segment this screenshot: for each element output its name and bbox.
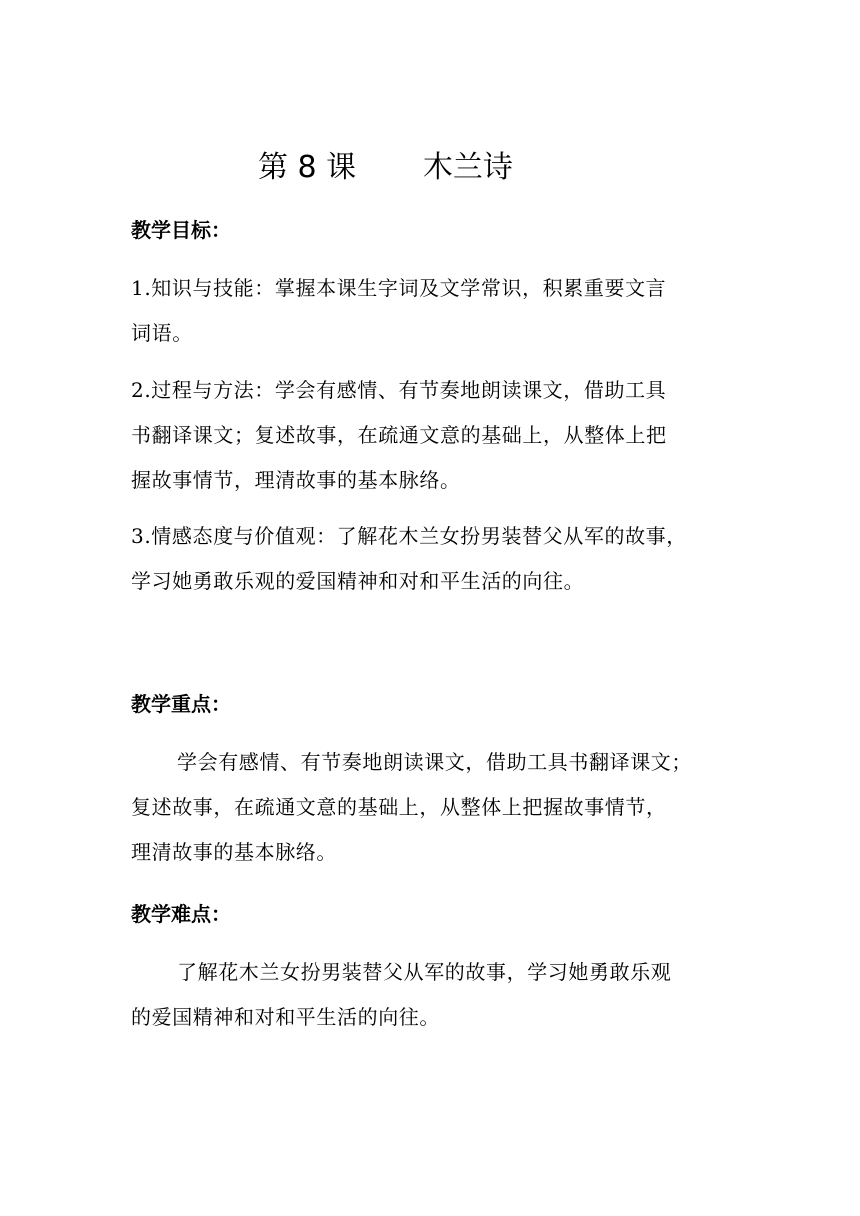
- objective-1-line-1: 1.知识与技能：掌握本课生字词及文学常识，积累重要文言: [131, 276, 667, 300]
- difficulties-heading: 教学难点：: [131, 902, 231, 926]
- lesson-title: 第 8 课 木兰诗: [258, 150, 513, 185]
- key-points-line-2: 复述故事，在疏通文意的基础上，从整体上把握故事情节，: [131, 795, 667, 819]
- objective-1-line-2: 词语。: [131, 321, 193, 345]
- key-points-heading: 教学重点：: [131, 692, 231, 716]
- objective-2-line-2: 书翻译课文；复述故事，在疏通文意的基础上，从整体上把: [131, 423, 667, 447]
- objective-3-line-2: 学习她勇敢乐观的爱国精神和对和平生活的向往。: [131, 569, 585, 593]
- key-points-line-1: 学会有感情、有节奏地朗读课文，借助工具书翻译课文；: [177, 750, 692, 774]
- objective-3-line-1: 3.情感态度与价值观：了解花木兰女扮男装替父从军的故事，: [131, 524, 687, 548]
- difficulties-paragraph: [131, 950, 731, 1040]
- difficulties-line-1: 了解花木兰女扮男装替父从军的故事，学习她勇敢乐观: [177, 960, 672, 984]
- objective-2-line-3: 握故事情节，理清故事的基本脉络。: [131, 468, 461, 492]
- objective-item-3: [131, 514, 731, 604]
- objective-item-2: [131, 368, 731, 503]
- objective-item-1: [131, 266, 731, 356]
- objective-2-line-1: 2.过程与方法：学会有感情、有节奏地朗读课文，借助工具: [131, 378, 667, 402]
- key-points-paragraph: [131, 740, 731, 875]
- objectives-heading: 教学目标：: [131, 218, 231, 242]
- key-points-line-3: 理清故事的基本脉络。: [131, 840, 337, 864]
- difficulties-line-2: 的爱国精神和对和平生活的向往。: [131, 1005, 440, 1029]
